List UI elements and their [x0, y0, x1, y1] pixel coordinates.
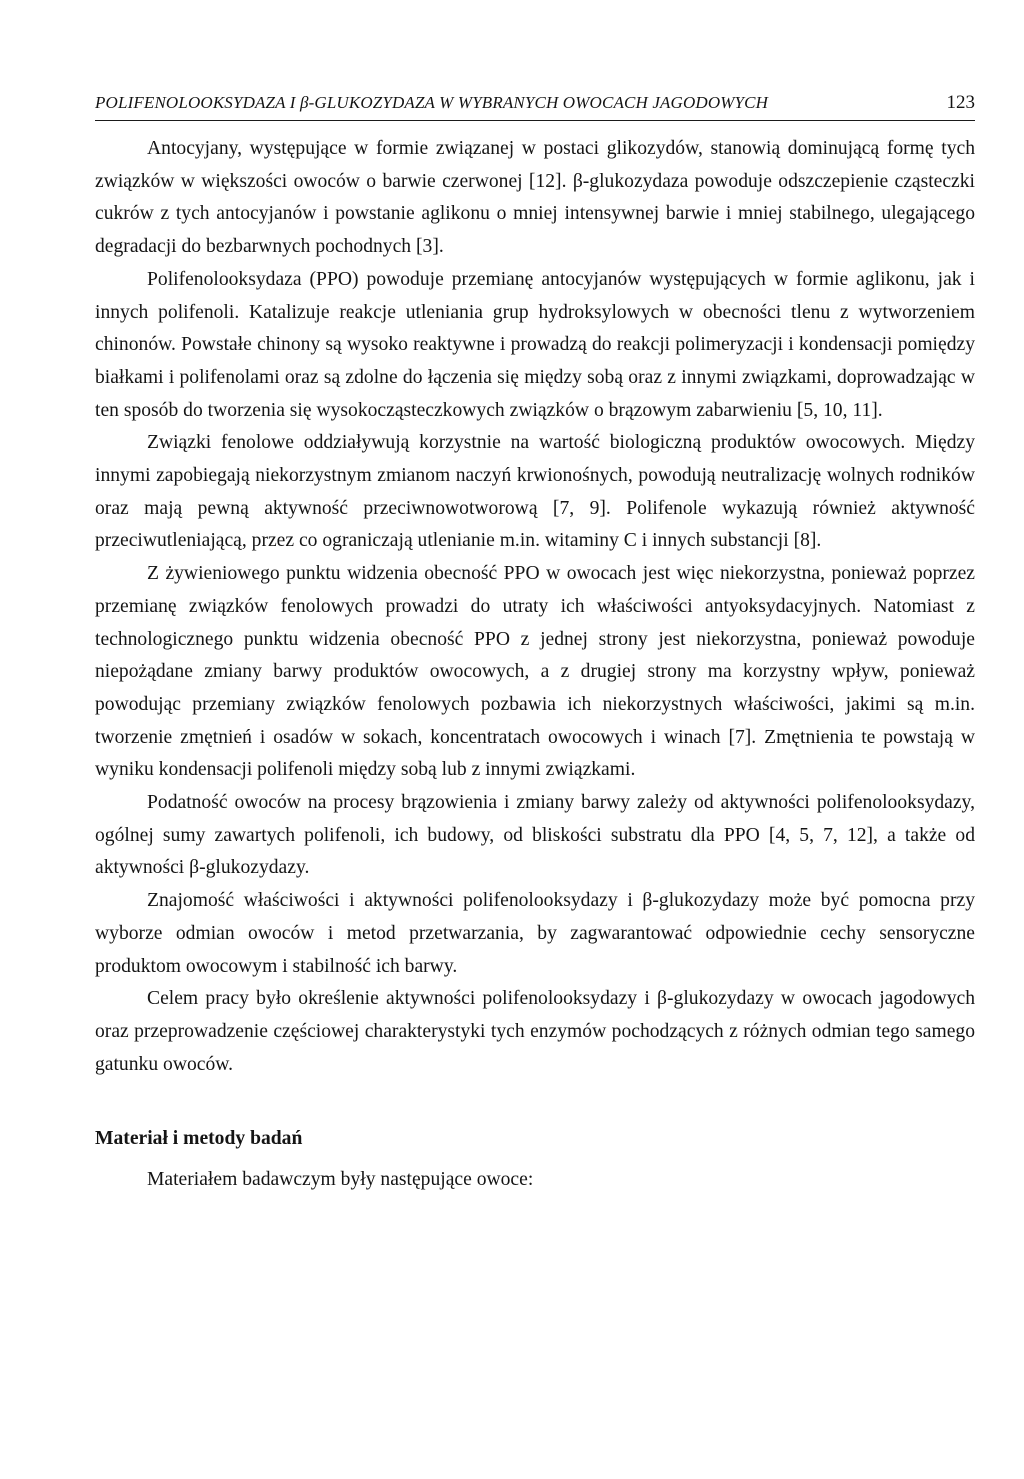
running-title: POLIFENOLOOKSYDAZA I β-GLUKOZYDAZA W WYBRANYCH OWOCACH JAGODOWYCH — [95, 93, 769, 112]
paragraph-anthocyanins: Antocyjany, występujące w formie związanej w postaci glikozydów, stanowią dominującą formę tych związków w większości owoców o barwie czerwonej [12]. β-glukozydaza powoduje odszczepienie cząsteczki cukrów z tych antocyjanów i powstanie aglikonu o mniej intensywnej barwie i mniej stabilnego, ulegającego degradacji do bezbarwnych pochodnych [3]. — [95, 138, 975, 258]
paragraph-browning: Podatność owoców na procesy brązowienia i zmiany barwy zależy od aktywności polifenolooksydazy, ogólnej sumy zawartych polifenoli, ich budowy, od bliskości substratu dla PPO [4, 5, 7, 12], a także od aktywności β-glukozydazy. — [95, 792, 975, 879]
paragraph-phenolic-compounds: Związki fenolowe oddziaływują korzystnie na wartość biologiczną produktów owocowych. Między innymi zapobiegają niekorzystnym zmianom naczyń krwionośnych, powodują neutralizację wolnych rodników oraz mają pewną aktywność przeciwnowotworową [7, 9]. Polifenole wykazują również aktywność przeciwutleniającą, przez co ograniczają utlenianie m.in. witaminy C i innych substancji [8]. — [95, 432, 975, 552]
running-header — [95, 90, 975, 121]
paragraph-nutritional-view: Z żywieniowego punktu widzenia obecność PPO w owocach jest więc niekorzystna, ponieważ poprzez przemianę związków fenolowych prowadzi do utraty ich właściwości antyoksydacyjnych. Natomiast z technologicznego punktu widzenia obecność PPO z jednej strony jest niekorzystna, ponieważ powoduje niepożądane zmiany barwy produktów owocowych, a z drugiej strony ma korzystny wpływ, ponieważ powodując przemiany związków fenolowych pozbawia ich niekorzystnych właściwości, jakimi są m.in. tworzenie zmętnień i osadów w sokach, koncentratach owocowych i winach [7]. Zmętnienia te powstają w wyniku kondensacji polifenoli między sobą lub z innymi związkami. — [95, 563, 975, 781]
paragraph-ppo: Polifenolooksydaza (PPO) powoduje przemianę antocyjanów występujących w formie aglikonu, jak i innych polifenoli. Katalizuje reakcje utleniania grup hydroksylowych w obecności tlenu z wytworzeniem chinonów. Powstałe chinony są wysoko reaktywne i prowadzą do reakcji polimeryzacji i kondensacji pomiędzy białkami i polifenolami oraz są zdolne do łączenia się między sobą oraz z innymi związkami, doprowadzając w ten sposób do tworzenia się wysokocząsteczkowych związków o brązowym zabarwieniu [5, 10, 11]. — [95, 268, 975, 421]
page-number: 123 — [946, 92, 975, 113]
body-text — [95, 133, 975, 1197]
section-heading: Materiał i metody badań — [95, 1128, 303, 1150]
paragraph-materials: Materiałem badawczym były następujące owoce: — [147, 1169, 534, 1191]
paragraph-aim: Celem pracy było określenie aktywności polifenolooksydazy i β-glukozydazy w owocach jagodowych oraz przeprowadzenie częściowej charakterystyki tych enzymów pochodzących z różnych odmian tego samego gatunku owoców. — [95, 988, 975, 1075]
document-page — [95, 90, 975, 1197]
paragraph-knowledge: Znajomość właściwości i aktywności polifenolooksydazy i β-glukozydazy może być pomocna przy wyborze odmian owoców i metod przetwarzania, by zagwarantować odpowiednie cechy sensoryczne produktom owocowym i stabilność ich barwy. — [95, 890, 975, 977]
